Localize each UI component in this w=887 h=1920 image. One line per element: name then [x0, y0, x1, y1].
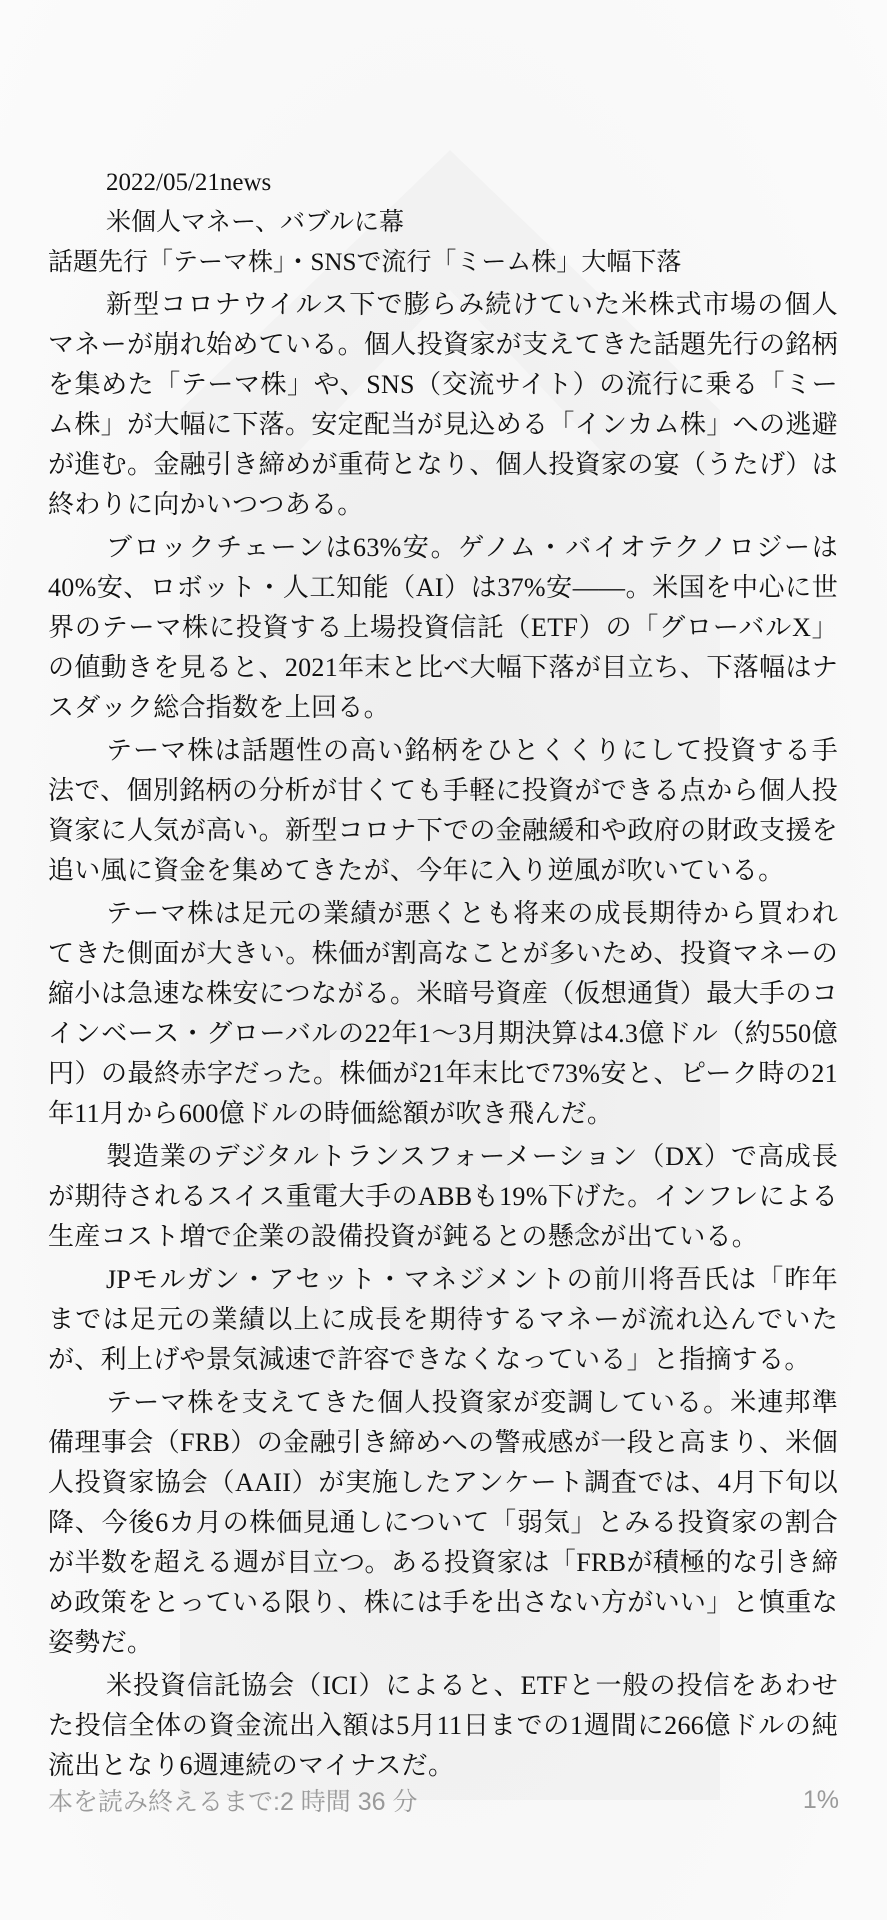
article-paragraph: ブロックチェーンは63%安。ゲノム・バイオテクノロジーは40%安、ロボット・人工知能（AI）は37%安――。米国を中心に世界のテーマ株に投資する上場投資信託（ETF）の「グローバルX」の値動きを見ると、2021年末と比べ大幅下落が目立ち、下落幅はナスダック総合指数を上回る。: [48, 533, 838, 722]
article-paragraph: テーマ株を支えてきた個人投資家が変調している。米連邦準備理事会（FRB）の金融引き締めへの警戒感が一段と高まり、米個人投資家協会（AAII）が実施したアンケート調査では、4月下旬以降、今後6カ月の株価見通しについて「弱気」とみる投資家の割合が半数を超える週が目立つ。ある投資家は「FRBが積極的な引き締め政策をとっている限り、株には手を出さない方がいい」と慎重な姿勢だ。: [48, 1388, 838, 1657]
article-paragraph: テーマ株は足元の業績が悪くとも将来の成長期待から買われてきた側面が大きい。株価が割高なことが多いため、投資マネーの縮小は急速な株安につながる。米暗号資産（仮想通貨）最大手のコインベース・グローバルの22年1～3月期決算は4.3億ドル（約550億円）の最終赤字だった。株価が21年末比で73%安と、ピーク時の21年11月から600億ドルの時価総額が吹き飛んだ。: [48, 899, 838, 1128]
reading-progress-percent: 1%: [802, 1785, 839, 1814]
article-title: 米個人マネー、バブルに幕: [106, 209, 405, 236]
reader-page: [48, 163, 838, 1789]
article-paragraph: テーマ株は話題性の高い銘柄をひとくくりにして投資する手法で、個別銘柄の分析が甘くても手軽に投資ができる点から個人投資家に人気が高い。新型コロナ下での金融緩和や政府の財政支援を追い風に資金を集めてきたが、今年に入り逆風が吹いている。: [48, 736, 838, 885]
article-paragraph: 製造業のデジタルトランスフォーメーション（DX）で高成長が期待されるスイス重電大手のABBも19%下げた。インフレによる生産コスト増で企業の設備投資が鈍るとの懸念が出ている。: [48, 1142, 838, 1251]
article-paragraph: JPモルガン・アセット・マネジメントの前川将吾氏は「昨年までは足元の業績以上に成長を期待するマネーが流れ込んでいたが、利上げや景気減速で許容できなくなっている」と指摘する。: [48, 1265, 838, 1374]
article-subtitle: 話題先行「テーマ株」・SNSで流行「ミーム株」大幅下落: [48, 249, 682, 276]
reading-status-bar: [48, 1780, 839, 1820]
article-paragraph: 新型コロナウイルス下で膨らみ続けていた米株式市場の個人マネーが崩れ始めている。個人投資家が支えてきた話題先行の銘柄を集めた「テーマ株」や、SNS（交流サイト）の流行に乗る「ミーム株」が大幅に下落。安定配当が見込める「インカム株」への逃避が進む。金融引き締めが重荷となり、個人投資家の宴（うたげ）は終わりに向かいつつある。: [48, 290, 838, 519]
time-remaining-label: 本を読み終えるまで:2 時間 36 分: [48, 1788, 418, 1816]
article-date: 2022/05/21news: [106, 169, 272, 196]
article-paragraph: 米投資信託協会（ICI）によると、ETFと一般の投信をあわせた投信全体の資金流出入額は5月11日までの1週間に266億ドルの純流出となり6週連続のマイナスだ。: [48, 1671, 838, 1780]
